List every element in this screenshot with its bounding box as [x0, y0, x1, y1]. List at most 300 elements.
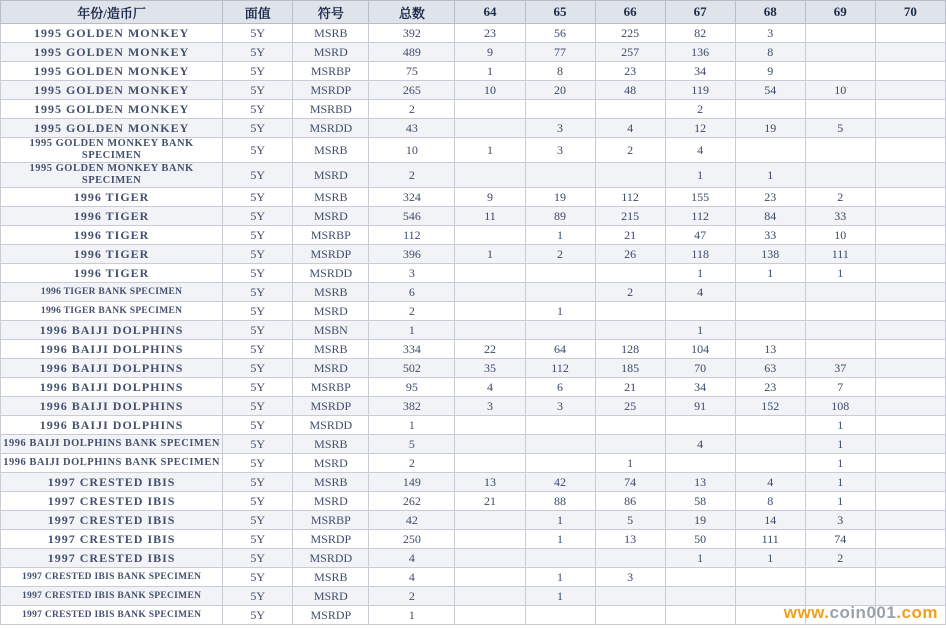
- cell-grade-69: [805, 340, 875, 359]
- cell-grade-69: 10: [805, 226, 875, 245]
- table-row: [1, 340, 946, 359]
- cell-symbol: MSRBP: [293, 378, 369, 397]
- cell-grade-65: [525, 163, 595, 188]
- cell-grade-64: [455, 163, 525, 188]
- cell-year-mint: 1995 GOLDEN MONKEY: [1, 24, 223, 43]
- cell-grade-68: [735, 416, 805, 435]
- cell-grade-65: 6: [525, 378, 595, 397]
- cell-total: 1: [369, 416, 455, 435]
- cell-denomination: 5Y: [223, 81, 293, 100]
- cell-year-mint: 1996 TIGER: [1, 245, 223, 264]
- cell-denomination: 5Y: [223, 138, 293, 163]
- cell-total: 43: [369, 119, 455, 138]
- cell-grade-65: 3: [525, 138, 595, 163]
- cell-grade-67: [665, 606, 735, 625]
- cell-grade-64: 35: [455, 359, 525, 378]
- cell-grade-67: 4: [665, 283, 735, 302]
- cell-total: 546: [369, 207, 455, 226]
- table-row: [1, 207, 946, 226]
- cell-grade-70: [875, 473, 945, 492]
- cell-year-mint: 1996 TIGER BANK SPECIMEN: [1, 302, 223, 321]
- cell-grade-68: [735, 138, 805, 163]
- cell-grade-66: 3: [595, 568, 665, 587]
- cell-total: 6: [369, 283, 455, 302]
- cell-symbol: MSRDD: [293, 119, 369, 138]
- cell-year-mint: 1995 GOLDEN MONKEY: [1, 62, 223, 81]
- cell-total: 2: [369, 302, 455, 321]
- cell-symbol: MSRD: [293, 454, 369, 473]
- cell-grade-66: 2: [595, 138, 665, 163]
- table-row: [1, 397, 946, 416]
- cell-grade-70: [875, 359, 945, 378]
- cell-total: 3: [369, 264, 455, 283]
- cell-grade-69: 2: [805, 549, 875, 568]
- cell-grade-69: 1: [805, 492, 875, 511]
- table-row: [1, 100, 946, 119]
- cell-grade-66: [595, 163, 665, 188]
- cell-grade-65: [525, 100, 595, 119]
- cell-grade-67: 12: [665, 119, 735, 138]
- cell-grade-66: [595, 606, 665, 625]
- cell-grade-66: [595, 416, 665, 435]
- cell-total: 265: [369, 81, 455, 100]
- cell-symbol: MSRBP: [293, 62, 369, 81]
- cell-grade-68: 4: [735, 473, 805, 492]
- cell-grade-69: 1: [805, 473, 875, 492]
- cell-grade-67: [665, 302, 735, 321]
- cell-total: 149: [369, 473, 455, 492]
- cell-year-mint: 1997 CRESTED IBIS: [1, 473, 223, 492]
- cell-symbol: MSRB: [293, 473, 369, 492]
- cell-grade-64: [455, 226, 525, 245]
- cell-grade-70: [875, 549, 945, 568]
- cell-grade-64: 3: [455, 397, 525, 416]
- cell-grade-64: [455, 264, 525, 283]
- cell-grade-65: 42: [525, 473, 595, 492]
- cell-denomination: 5Y: [223, 207, 293, 226]
- cell-grade-69: [805, 163, 875, 188]
- cell-symbol: MSRDP: [293, 530, 369, 549]
- cell-grade-64: [455, 549, 525, 568]
- cell-grade-69: 111: [805, 245, 875, 264]
- cell-denomination: 5Y: [223, 378, 293, 397]
- table-row: [1, 283, 946, 302]
- cell-total: 334: [369, 340, 455, 359]
- cell-symbol: MSRD: [293, 302, 369, 321]
- table-row: [1, 24, 946, 43]
- cell-year-mint: 1996 BAIJI DOLPHINS BANK SPECIMEN: [1, 454, 223, 473]
- cell-grade-68: 1: [735, 163, 805, 188]
- cell-year-mint: 1997 CRESTED IBIS: [1, 511, 223, 530]
- cell-grade-65: [525, 606, 595, 625]
- table-row: [1, 606, 946, 625]
- header-row: [1, 1, 946, 24]
- cell-grade-66: 21: [595, 226, 665, 245]
- cell-grade-65: 112: [525, 359, 595, 378]
- table-row: [1, 378, 946, 397]
- cell-symbol: MSRB: [293, 24, 369, 43]
- cell-grade-64: 9: [455, 188, 525, 207]
- cell-grade-65: 8: [525, 62, 595, 81]
- cell-denomination: 5Y: [223, 163, 293, 188]
- cell-total: 392: [369, 24, 455, 43]
- cell-grade-66: 225: [595, 24, 665, 43]
- cell-grade-68: 9: [735, 62, 805, 81]
- cell-grade-69: 74: [805, 530, 875, 549]
- cell-total: 10: [369, 138, 455, 163]
- cell-grade-70: [875, 264, 945, 283]
- cell-grade-64: [455, 321, 525, 340]
- cell-total: 42: [369, 511, 455, 530]
- cell-denomination: 5Y: [223, 549, 293, 568]
- table-row: [1, 245, 946, 264]
- table-row: [1, 530, 946, 549]
- cell-grade-68: 3: [735, 24, 805, 43]
- cell-total: 382: [369, 397, 455, 416]
- cell-total: 1: [369, 606, 455, 625]
- cell-grade-66: 2: [595, 283, 665, 302]
- cell-symbol: MSRB: [293, 138, 369, 163]
- cell-grade-67: [665, 454, 735, 473]
- cell-grade-65: 3: [525, 119, 595, 138]
- cell-grade-68: 13: [735, 340, 805, 359]
- cell-grade-67: 58: [665, 492, 735, 511]
- cell-grade-70: [875, 492, 945, 511]
- cell-grade-66: 5: [595, 511, 665, 530]
- cell-grade-70: [875, 207, 945, 226]
- cell-grade-65: 1: [525, 511, 595, 530]
- cell-grade-68: 14: [735, 511, 805, 530]
- cell-grade-64: 11: [455, 207, 525, 226]
- table-row: [1, 568, 946, 587]
- table-row: [1, 435, 946, 454]
- cell-grade-70: [875, 138, 945, 163]
- cell-denomination: 5Y: [223, 587, 293, 606]
- cell-grade-66: 4: [595, 119, 665, 138]
- cell-grade-67: 47: [665, 226, 735, 245]
- cell-symbol: MSRDD: [293, 549, 369, 568]
- cell-total: 396: [369, 245, 455, 264]
- cell-grade-70: [875, 245, 945, 264]
- cell-total: 262: [369, 492, 455, 511]
- cell-symbol: MSRD: [293, 587, 369, 606]
- cell-grade-70: [875, 587, 945, 606]
- column-header-grade-66: 66: [595, 1, 665, 24]
- cell-grade-66: 215: [595, 207, 665, 226]
- cell-year-mint: 1996 BAIJI DOLPHINS: [1, 397, 223, 416]
- cell-grade-65: [525, 264, 595, 283]
- cell-grade-68: [735, 100, 805, 119]
- cell-grade-66: [595, 549, 665, 568]
- cell-year-mint: 1997 CRESTED IBIS: [1, 530, 223, 549]
- cell-grade-65: [525, 283, 595, 302]
- cell-grade-64: [455, 530, 525, 549]
- cell-grade-65: 1: [525, 302, 595, 321]
- cell-grade-69: [805, 283, 875, 302]
- cell-grade-66: [595, 302, 665, 321]
- cell-year-mint: 1997 CRESTED IBIS BANK SPECIMEN: [1, 568, 223, 587]
- watermark-prefix: www.: [783, 603, 830, 622]
- column-header-denomination: 面值: [223, 1, 293, 24]
- column-header-grade-69: 69: [805, 1, 875, 24]
- cell-grade-68: [735, 302, 805, 321]
- cell-grade-66: [595, 435, 665, 454]
- cell-grade-65: [525, 549, 595, 568]
- cell-grade-70: [875, 188, 945, 207]
- cell-symbol: MSRD: [293, 359, 369, 378]
- cell-denomination: 5Y: [223, 188, 293, 207]
- cell-grade-65: 77: [525, 43, 595, 62]
- cell-total: 324: [369, 188, 455, 207]
- cell-grade-67: 82: [665, 24, 735, 43]
- cell-grade-64: [455, 416, 525, 435]
- cell-denomination: 5Y: [223, 119, 293, 138]
- cell-grade-65: 1: [525, 530, 595, 549]
- cell-denomination: 5Y: [223, 62, 293, 81]
- cell-grade-70: [875, 606, 945, 625]
- cell-symbol: MSRDD: [293, 264, 369, 283]
- cell-denomination: 5Y: [223, 511, 293, 530]
- table-row: [1, 359, 946, 378]
- cell-grade-64: 23: [455, 24, 525, 43]
- cell-grade-67: 1: [665, 321, 735, 340]
- cell-grade-67: 4: [665, 138, 735, 163]
- cell-grade-67: 70: [665, 359, 735, 378]
- cell-year-mint: 1996 TIGER BANK SPECIMEN: [1, 283, 223, 302]
- table-row: [1, 188, 946, 207]
- cell-grade-69: 1: [805, 416, 875, 435]
- cell-grade-64: 1: [455, 62, 525, 81]
- cell-grade-66: 26: [595, 245, 665, 264]
- cell-grade-69: [805, 606, 875, 625]
- cell-grade-70: [875, 302, 945, 321]
- cell-grade-68: 8: [735, 492, 805, 511]
- cell-year-mint: 1995 GOLDEN MONKEY: [1, 119, 223, 138]
- cell-grade-68: [735, 435, 805, 454]
- cell-grade-64: 10: [455, 81, 525, 100]
- cell-total: 95: [369, 378, 455, 397]
- cell-grade-67: [665, 587, 735, 606]
- cell-symbol: MSRBP: [293, 226, 369, 245]
- cell-grade-67: 2: [665, 100, 735, 119]
- cell-grade-65: 1: [525, 568, 595, 587]
- cell-grade-65: [525, 321, 595, 340]
- cell-symbol: MSRBP: [293, 511, 369, 530]
- cell-grade-67: 136: [665, 43, 735, 62]
- cell-denomination: 5Y: [223, 321, 293, 340]
- cell-grade-67: 1: [665, 264, 735, 283]
- cell-grade-69: [805, 43, 875, 62]
- cell-grade-67: 118: [665, 245, 735, 264]
- cell-total: 250: [369, 530, 455, 549]
- cell-grade-67: 19: [665, 511, 735, 530]
- cell-year-mint: 1996 BAIJI DOLPHINS: [1, 321, 223, 340]
- cell-year-mint: 1995 GOLDEN MONKEY BANK SPECIMEN: [1, 138, 223, 163]
- cell-grade-66: 86: [595, 492, 665, 511]
- cell-grade-70: [875, 454, 945, 473]
- cell-grade-66: [595, 321, 665, 340]
- cell-grade-67: 119: [665, 81, 735, 100]
- column-header-year-mint: 年份/造币厂: [1, 1, 223, 24]
- cell-grade-65: 20: [525, 81, 595, 100]
- cell-symbol: MSRB: [293, 568, 369, 587]
- cell-grade-64: [455, 568, 525, 587]
- cell-grade-68: 1: [735, 264, 805, 283]
- cell-grade-64: 1: [455, 138, 525, 163]
- cell-grade-64: 1: [455, 245, 525, 264]
- cell-grade-70: [875, 24, 945, 43]
- cell-grade-65: [525, 435, 595, 454]
- cell-total: 4: [369, 568, 455, 587]
- cell-denomination: 5Y: [223, 340, 293, 359]
- cell-year-mint: 1996 TIGER: [1, 226, 223, 245]
- cell-denomination: 5Y: [223, 397, 293, 416]
- cell-year-mint: 1996 BAIJI DOLPHINS: [1, 340, 223, 359]
- cell-symbol: MSRDP: [293, 606, 369, 625]
- cell-grade-69: [805, 587, 875, 606]
- cell-grade-64: [455, 100, 525, 119]
- cell-grade-65: 3: [525, 397, 595, 416]
- cell-grade-66: 257: [595, 43, 665, 62]
- cell-grade-68: 33: [735, 226, 805, 245]
- cell-grade-68: 152: [735, 397, 805, 416]
- cell-grade-70: [875, 321, 945, 340]
- cell-grade-69: 1: [805, 435, 875, 454]
- cell-grade-66: 25: [595, 397, 665, 416]
- cell-grade-69: 108: [805, 397, 875, 416]
- cell-grade-64: [455, 283, 525, 302]
- cell-grade-69: 7: [805, 378, 875, 397]
- cell-symbol: MSRDP: [293, 397, 369, 416]
- table-row: [1, 138, 946, 163]
- cell-grade-70: [875, 511, 945, 530]
- cell-grade-67: 50: [665, 530, 735, 549]
- cell-total: 2: [369, 163, 455, 188]
- cell-denomination: 5Y: [223, 245, 293, 264]
- cell-denomination: 5Y: [223, 43, 293, 62]
- cell-grade-67: 13: [665, 473, 735, 492]
- cell-grade-67: 34: [665, 378, 735, 397]
- cell-year-mint: 1996 BAIJI DOLPHINS: [1, 416, 223, 435]
- cell-grade-65: 64: [525, 340, 595, 359]
- cell-grade-64: [455, 606, 525, 625]
- cell-symbol: MSRB: [293, 188, 369, 207]
- cell-total: 489: [369, 43, 455, 62]
- table-row: [1, 302, 946, 321]
- cell-grade-64: 22: [455, 340, 525, 359]
- cell-symbol: MSRD: [293, 43, 369, 62]
- cell-grade-69: 37: [805, 359, 875, 378]
- cell-grade-64: 13: [455, 473, 525, 492]
- cell-grade-67: 1: [665, 549, 735, 568]
- cell-denomination: 5Y: [223, 530, 293, 549]
- cell-denomination: 5Y: [223, 264, 293, 283]
- cell-grade-70: [875, 378, 945, 397]
- table-row: [1, 264, 946, 283]
- cell-grade-65: 1: [525, 587, 595, 606]
- cell-symbol: MSRB: [293, 435, 369, 454]
- column-header-symbol: 符号: [293, 1, 369, 24]
- cell-grade-66: 112: [595, 188, 665, 207]
- cell-year-mint: 1997 CRESTED IBIS: [1, 492, 223, 511]
- cell-total: 5: [369, 435, 455, 454]
- cell-grade-68: 111: [735, 530, 805, 549]
- cell-grade-64: [455, 302, 525, 321]
- cell-grade-67: 104: [665, 340, 735, 359]
- cell-grade-69: 3: [805, 511, 875, 530]
- cell-grade-69: 2: [805, 188, 875, 207]
- cell-grade-65: 2: [525, 245, 595, 264]
- cell-grade-66: [595, 100, 665, 119]
- cell-grade-69: 33: [805, 207, 875, 226]
- cell-grade-64: 4: [455, 378, 525, 397]
- cell-grade-64: [455, 435, 525, 454]
- cell-grade-70: [875, 397, 945, 416]
- cell-grade-64: [455, 587, 525, 606]
- table-row: [1, 81, 946, 100]
- cell-grade-64: 21: [455, 492, 525, 511]
- cell-grade-70: [875, 100, 945, 119]
- cell-year-mint: 1996 TIGER: [1, 188, 223, 207]
- cell-grade-66: 185: [595, 359, 665, 378]
- cell-grade-67: 155: [665, 188, 735, 207]
- cell-grade-65: 1: [525, 226, 595, 245]
- cell-year-mint: 1995 GOLDEN MONKEY: [1, 43, 223, 62]
- cell-symbol: MSRBD: [293, 100, 369, 119]
- cell-symbol: MSRB: [293, 283, 369, 302]
- cell-grade-65: [525, 416, 595, 435]
- column-header-grade-67: 67: [665, 1, 735, 24]
- table-row: [1, 511, 946, 530]
- cell-grade-68: 138: [735, 245, 805, 264]
- cell-symbol: MSRDD: [293, 416, 369, 435]
- cell-grade-65: 19: [525, 188, 595, 207]
- cell-grade-69: [805, 321, 875, 340]
- cell-denomination: 5Y: [223, 283, 293, 302]
- cell-year-mint: 1997 CRESTED IBIS: [1, 549, 223, 568]
- column-header-grade-64: 64: [455, 1, 525, 24]
- cell-symbol: MSRD: [293, 492, 369, 511]
- cell-grade-66: 13: [595, 530, 665, 549]
- cell-grade-66: [595, 264, 665, 283]
- cell-grade-70: [875, 435, 945, 454]
- table-row: [1, 473, 946, 492]
- column-header-total: 总数: [369, 1, 455, 24]
- column-header-grade-70: 70: [875, 1, 945, 24]
- cell-grade-64: 9: [455, 43, 525, 62]
- cell-grade-69: 10: [805, 81, 875, 100]
- cell-total: 4: [369, 549, 455, 568]
- cell-symbol: MSBN: [293, 321, 369, 340]
- cell-year-mint: 1995 GOLDEN MONKEY BANK SPECIMEN: [1, 163, 223, 188]
- cell-denomination: 5Y: [223, 606, 293, 625]
- column-header-grade-65: 65: [525, 1, 595, 24]
- cell-grade-70: [875, 530, 945, 549]
- cell-grade-67: [665, 568, 735, 587]
- cell-grade-64: [455, 119, 525, 138]
- cell-grade-68: 23: [735, 378, 805, 397]
- table-row: [1, 587, 946, 606]
- cell-grade-69: [805, 24, 875, 43]
- cell-grade-66: 23: [595, 62, 665, 81]
- cell-grade-66: [595, 587, 665, 606]
- cell-grade-64: [455, 511, 525, 530]
- cell-symbol: MSRDP: [293, 81, 369, 100]
- cell-denomination: 5Y: [223, 416, 293, 435]
- cell-grade-68: [735, 606, 805, 625]
- cell-grade-69: 1: [805, 454, 875, 473]
- cell-grade-66: 21: [595, 378, 665, 397]
